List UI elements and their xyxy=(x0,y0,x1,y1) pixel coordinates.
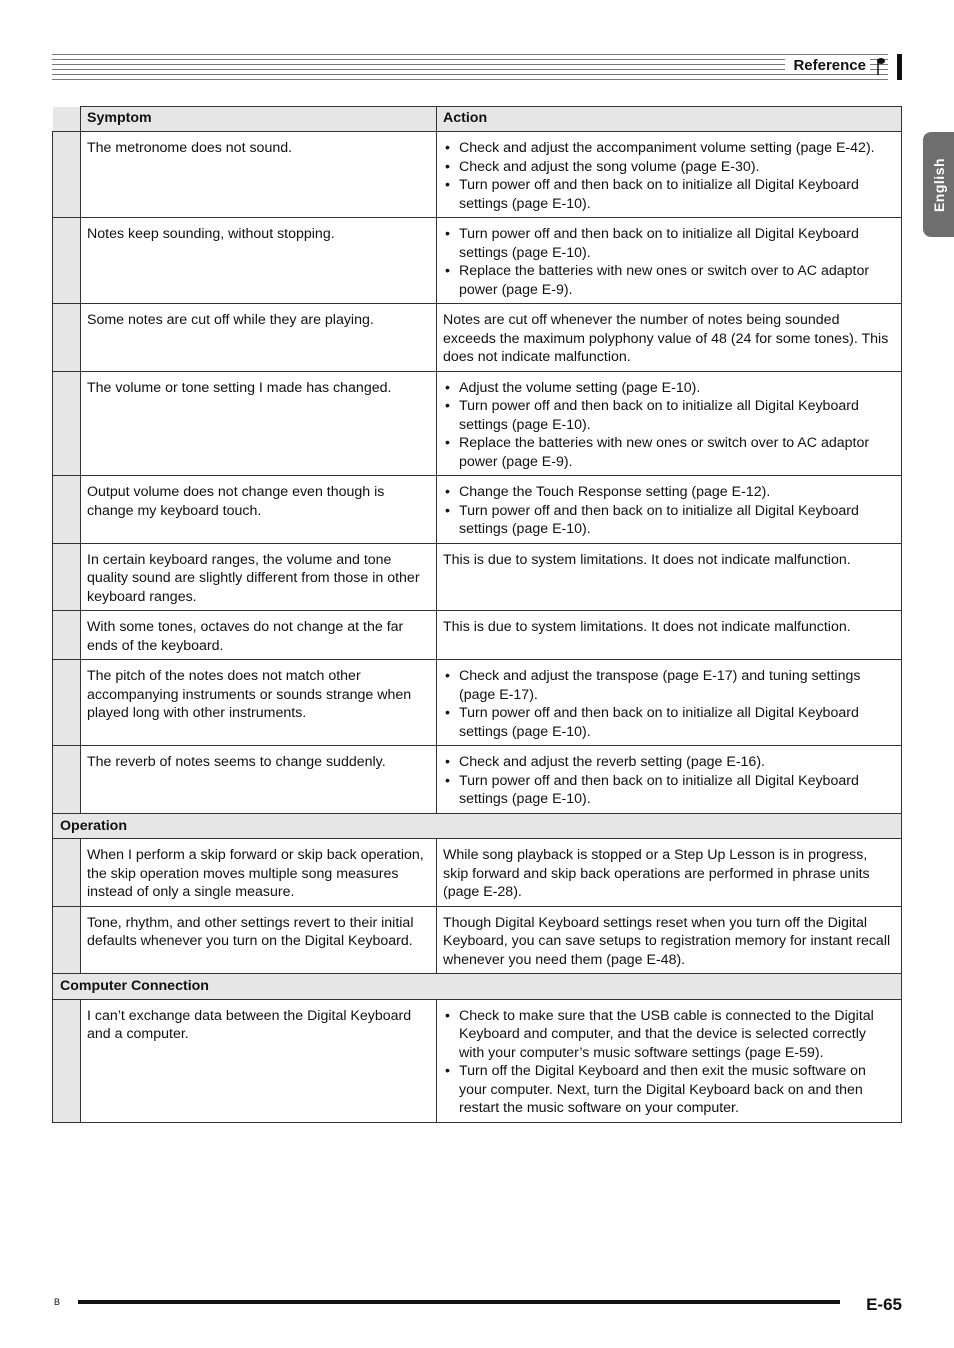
gutter-cell xyxy=(53,543,81,611)
action-cell: Though Digital Keyboard settings reset when you turn off the Digital Keyboard, you can save setups to registration memory for instant recall whenever you need them (page E-48). xyxy=(437,906,902,974)
column-header-action: Action xyxy=(437,107,902,132)
action-item: • Turn power off and then back on to initialize all Digital Keyboard settings (page E-10). xyxy=(443,176,895,213)
action-cell xyxy=(437,660,902,746)
table-row xyxy=(53,611,902,660)
symptom-cell: Tone, rhythm, and other settings revert to their initial defaults whenever you turn on the Digital Keyboard. xyxy=(81,906,437,974)
action-cell xyxy=(437,746,902,814)
page-number: E-65 xyxy=(866,1295,902,1314)
troubleshooting-table xyxy=(52,106,902,1123)
action-item: • Turn power off and then back on to initialize all Digital Keyboard settings (page E-10). xyxy=(443,397,895,434)
action-list xyxy=(443,139,895,213)
table-row xyxy=(53,304,902,372)
music-note-icon xyxy=(874,57,888,77)
staff-line xyxy=(52,64,888,65)
action-item: • Replace the batteries with new ones or switch over to AC adaptor power (page E-9). xyxy=(443,262,895,299)
action-item: • Turn power off and then back on to initialize all Digital Keyboard settings (page E-10). xyxy=(443,772,895,809)
table-row xyxy=(53,543,902,611)
table-row xyxy=(53,746,902,814)
action-item: • Check and adjust the transpose (page E-17) and tuning settings (page E-17). xyxy=(443,667,895,704)
section-title: Reference xyxy=(785,57,870,74)
gutter-cell xyxy=(53,839,81,907)
action-list xyxy=(443,753,895,809)
gutter-cell xyxy=(53,660,81,746)
gutter-cell xyxy=(53,611,81,660)
action-cell: While song playback is stopped or a Step Up Lesson is in progress, skip forward and skip back operations are performed in phrase units (page E-28). xyxy=(437,839,902,907)
section-header-row xyxy=(53,813,902,839)
symptom-cell: Some notes are cut off while they are playing. xyxy=(81,304,437,372)
action-cell: This is due to system limitations. It does not indicate malfunction. xyxy=(437,611,902,660)
action-cell: This is due to system limitations. It does not indicate malfunction. xyxy=(437,543,902,611)
staff-line xyxy=(52,69,888,70)
page-header xyxy=(52,54,902,80)
symptom-cell: In certain keyboard ranges, the volume and tone quality sound are slightly different from those in other keyboard ranges. xyxy=(81,543,437,611)
gutter-cell xyxy=(53,371,81,476)
action-cell xyxy=(437,218,902,304)
section-title: Operation xyxy=(53,813,902,839)
symptom-cell: The pitch of the notes does not match other accompanying instruments or sounds strange when played long with other instruments. xyxy=(81,660,437,746)
action-item: • Adjust the volume setting (page E-10). xyxy=(443,379,895,398)
staff-line xyxy=(52,74,888,75)
action-list xyxy=(443,483,895,539)
symptom-cell: With some tones, octaves do not change at the far ends of the keyboard. xyxy=(81,611,437,660)
action-item: • Turn power off and then back on to initialize all Digital Keyboard settings (page E-10). xyxy=(443,704,895,741)
symptom-cell: Output volume does not change even though is change my keyboard touch. xyxy=(81,476,437,544)
action-cell xyxy=(437,999,902,1122)
action-list xyxy=(443,1007,895,1118)
symptom-cell: Notes keep sounding, without stopping. xyxy=(81,218,437,304)
table-row xyxy=(53,660,902,746)
action-item: • Replace the batteries with new ones or switch over to AC adaptor power (page E-9). xyxy=(443,434,895,471)
gutter-cell xyxy=(53,476,81,544)
gutter-cell xyxy=(53,906,81,974)
section-title: Computer Connection xyxy=(53,974,902,1000)
gutter-cell xyxy=(53,746,81,814)
symptom-cell: When I perform a skip forward or skip back operation, the skip operation moves multiple song measures instead of only a single measure. xyxy=(81,839,437,907)
staff-line xyxy=(52,54,888,55)
table-header-row xyxy=(53,107,902,132)
symptom-cell: I can’t exchange data between the Digital Keyboard and a computer. xyxy=(81,999,437,1122)
table-row xyxy=(53,476,902,544)
footer-code: B xyxy=(54,1297,61,1307)
table-row xyxy=(53,906,902,974)
language-tab xyxy=(923,132,954,237)
table-row xyxy=(53,839,902,907)
action-item: • Change the Touch Response setting (page E-12). xyxy=(443,483,895,502)
section-header-row xyxy=(53,974,902,1000)
action-item: • Check and adjust the accompaniment volume setting (page E-42). xyxy=(443,139,895,158)
table-row xyxy=(53,371,902,476)
footer-rule xyxy=(78,1300,840,1304)
action-item: • Turn power off and then back on to initialize all Digital Keyboard settings (page E-10). xyxy=(443,225,895,262)
action-cell xyxy=(437,132,902,218)
table-row xyxy=(53,999,902,1122)
gutter-cell xyxy=(53,132,81,218)
action-item: • Check and adjust the reverb setting (page E-16). xyxy=(443,753,895,772)
action-list xyxy=(443,667,895,741)
table-row xyxy=(53,132,902,218)
gutter-cell xyxy=(53,304,81,372)
action-list xyxy=(443,379,895,472)
table-row xyxy=(53,218,902,304)
header-bar xyxy=(897,54,902,80)
action-item: • Check to make sure that the USB cable is connected to the Digital Keyboard and computer, and that the device is selected correctly with your computer’s music software settings (page E-59). xyxy=(443,1007,895,1063)
action-item: • Turn off the Digital Keyboard and then exit the music software on your computer. Next, turn the Digital Keyboard back on and then restart the music software on your computer. xyxy=(443,1062,895,1118)
action-item: • Check and adjust the song volume (page E-30). xyxy=(443,158,895,177)
action-cell: Notes are cut off whenever the number of notes being sounded exceeds the maximum polyphony value of 48 (24 for some tones). This does not indicate malfunction. xyxy=(437,304,902,372)
staff-line xyxy=(52,59,888,60)
action-item: • Turn power off and then back on to initialize all Digital Keyboard settings (page E-10). xyxy=(443,502,895,539)
symptom-cell: The metronome does not sound. xyxy=(81,132,437,218)
action-list xyxy=(443,225,895,299)
symptom-cell: The reverb of notes seems to change suddenly. xyxy=(81,746,437,814)
action-cell xyxy=(437,476,902,544)
gutter-cell xyxy=(53,999,81,1122)
language-tab-label: English xyxy=(930,157,947,212)
gutter-cell xyxy=(53,107,81,132)
symptom-cell: The volume or tone setting I made has changed. xyxy=(81,371,437,476)
gutter-cell xyxy=(53,218,81,304)
action-cell xyxy=(437,371,902,476)
staff-line xyxy=(52,79,888,80)
column-header-symptom: Symptom xyxy=(81,107,437,132)
